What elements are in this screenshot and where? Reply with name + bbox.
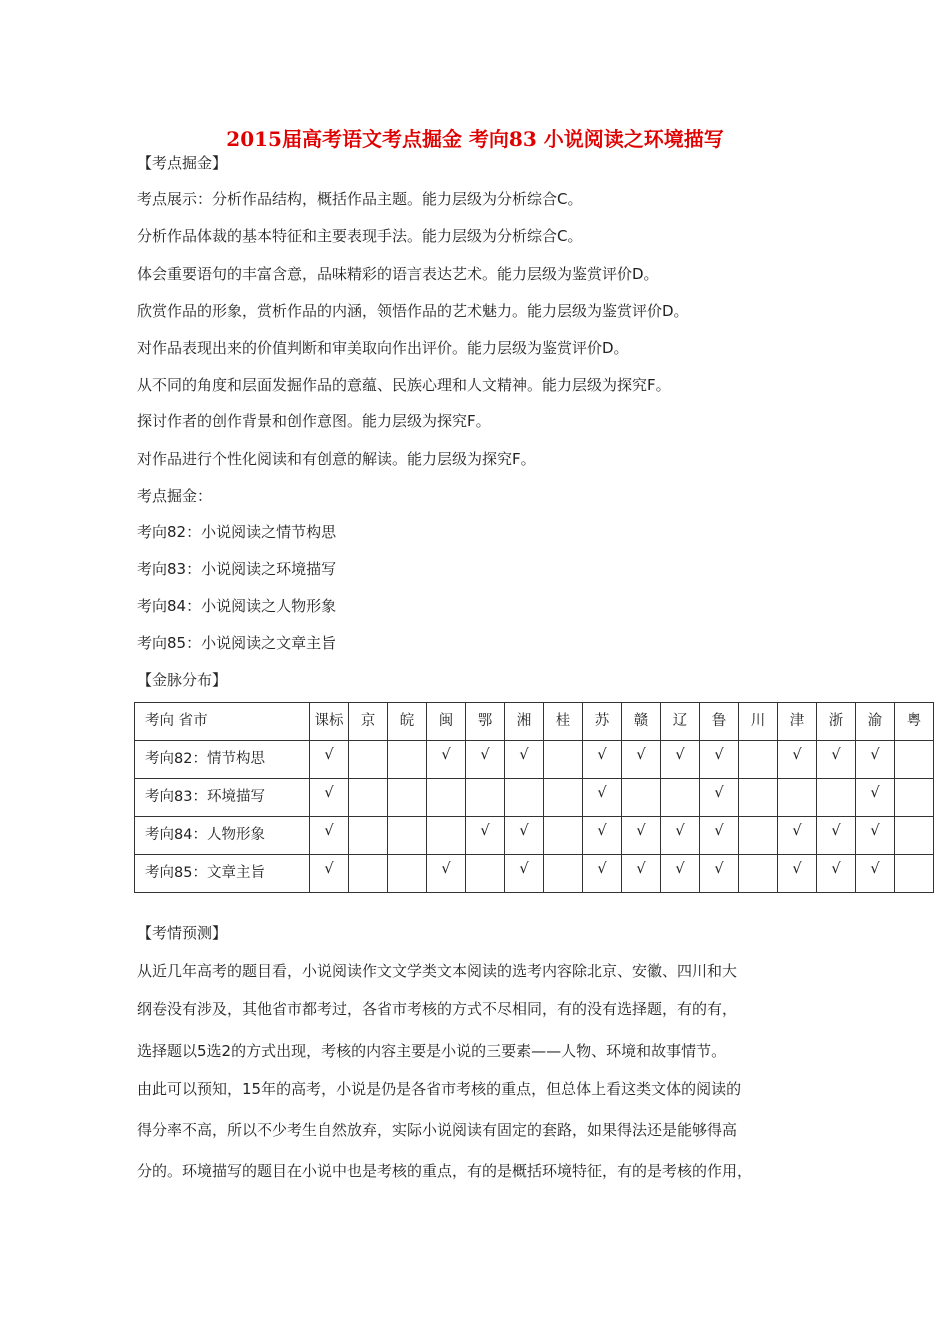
table-cell: √: [583, 855, 622, 893]
table-cell: √: [856, 817, 895, 855]
table-cell: [739, 741, 778, 779]
exhibit-line: 体会重要语句的丰富含意，品味精彩的语言表达艺术。能力层级为鉴赏评价D。: [137, 265, 659, 283]
header-cell: 闽: [427, 703, 466, 741]
table-cell: [895, 817, 934, 855]
table-cell: √: [505, 855, 544, 893]
header-cell: 津: [778, 703, 817, 741]
direction-item: 考向82：小说阅读之情节构思: [137, 523, 337, 541]
row-label-cell: 考向85：文章主旨: [135, 855, 310, 893]
header-cell: 湘: [505, 703, 544, 741]
table-cell: [544, 817, 583, 855]
exhibit-line: 从不同的角度和层面发掘作品的意蕴、民族心理和人文精神。能力层级为探究F。: [137, 376, 671, 394]
section-heading-kaodian: 【考点掘金】: [137, 154, 228, 172]
direction-item: 考向83：小说阅读之环境描写: [137, 560, 337, 578]
header-cell: 课标: [310, 703, 349, 741]
table-cell: √: [622, 741, 661, 779]
table-cell: √: [622, 817, 661, 855]
direction-item: 考向84：小说阅读之人物形象: [137, 597, 337, 615]
table-cell: [895, 741, 934, 779]
table-cell: [817, 779, 856, 817]
header-cell: 浙: [817, 703, 856, 741]
row-label-cell: 考向83：环境描写: [135, 779, 310, 817]
header-cell: 渝: [856, 703, 895, 741]
header-cell: 京: [349, 703, 388, 741]
forecast-line: 选择题以5选2的方式出现，考核的内容主要是小说的三要素——人物、环境和故事情节。: [137, 1042, 727, 1060]
gold-label: 考点掘金：: [137, 487, 213, 505]
header-cell: 辽: [661, 703, 700, 741]
section-heading-jinmai: 【金脉分布】: [137, 671, 228, 689]
table-cell: [349, 817, 388, 855]
table-cell: √: [427, 855, 466, 893]
table-cell: √: [427, 741, 466, 779]
header-cell: 苏: [583, 703, 622, 741]
table-cell: √: [661, 741, 700, 779]
table-header-row: [135, 703, 934, 741]
table-cell: [349, 855, 388, 893]
forecast-line: 由此可以预知，15年的高考，小说是仍是各省市考核的重点，但总体上看这类文体的阅读的: [137, 1080, 742, 1098]
row-label-cell: 考向82：情节构思: [135, 741, 310, 779]
header-cell: 川: [739, 703, 778, 741]
table-cell: √: [856, 855, 895, 893]
table-cell: √: [817, 817, 856, 855]
table-cell: [895, 855, 934, 893]
distribution-table: [134, 702, 934, 893]
table-row: [135, 855, 934, 893]
table-cell: [466, 855, 505, 893]
table-cell: √: [622, 855, 661, 893]
header-cell: 皖: [388, 703, 427, 741]
table-cell: √: [700, 741, 739, 779]
table-cell: [895, 779, 934, 817]
table-cell: √: [583, 779, 622, 817]
table-cell: [388, 817, 427, 855]
table-cell: √: [310, 741, 349, 779]
exhibit-line: 欣赏作品的形象，赏析作品的内涵，领悟作品的艺术魅力。能力层级为鉴赏评价D。: [137, 302, 689, 320]
table-cell: √: [700, 817, 739, 855]
direction-item: 考向85：小说阅读之文章主旨: [137, 634, 337, 652]
exhibit-line: 对作品进行个性化阅读和有创意的解读。能力层级为探究F。: [137, 450, 536, 468]
table-cell: √: [817, 741, 856, 779]
table-cell: √: [661, 817, 700, 855]
header-cell: 鲁: [700, 703, 739, 741]
table-cell: √: [856, 741, 895, 779]
table-cell: [661, 779, 700, 817]
header-cell: 考向 省市: [135, 703, 310, 741]
table-cell: [544, 741, 583, 779]
table-cell: [349, 741, 388, 779]
table-cell: [388, 779, 427, 817]
table-cell: √: [583, 741, 622, 779]
table-cell: √: [700, 779, 739, 817]
table-row: [135, 779, 934, 817]
forecast-line: 分的。环境描写的题目在小说中也是考核的重点，有的是概括环境特征，有的是考核的作用，: [137, 1162, 753, 1180]
table-cell: √: [700, 855, 739, 893]
table-cell: [739, 817, 778, 855]
table-cell: √: [466, 817, 505, 855]
table-cell: √: [310, 817, 349, 855]
table-row: [135, 741, 934, 779]
forecast-line: 纲卷没有涉及，其他省市都考过，各省市考核的方式不尽相同，有的没有选择题，有的有，: [137, 1000, 738, 1018]
table-cell: [622, 779, 661, 817]
table-cell: [427, 817, 466, 855]
table-cell: [349, 779, 388, 817]
exhibit-line: 考点展示：分析作品结构，概括作品主题。能力层级为分析综合C。: [137, 190, 583, 208]
header-cell: 赣: [622, 703, 661, 741]
table-cell: [739, 855, 778, 893]
table-cell: √: [778, 741, 817, 779]
table-row: [135, 817, 934, 855]
table-cell: √: [505, 741, 544, 779]
table-cell: √: [856, 779, 895, 817]
table-cell: √: [661, 855, 700, 893]
table-cell: [505, 779, 544, 817]
header-cell: 粤: [895, 703, 934, 741]
exhibit-line: 分析作品体裁的基本特征和主要表现手法。能力层级为分析综合C。: [137, 227, 583, 245]
section-heading-kaoqing: 【考情预测】: [137, 924, 228, 942]
exhibit-line: 对作品表现出来的价值判断和审美取向作出评价。能力层级为鉴赏评价D。: [137, 339, 629, 357]
table-cell: [544, 779, 583, 817]
header-cell: 桂: [544, 703, 583, 741]
table-cell: [466, 779, 505, 817]
table-cell: √: [778, 855, 817, 893]
table-cell: [427, 779, 466, 817]
table-cell: [388, 855, 427, 893]
forecast-line: 得分率不高，所以不少考生自然放弃，实际小说阅读有固定的套路，如果得法还是能够得高: [137, 1121, 738, 1139]
table-cell: √: [583, 817, 622, 855]
table-cell: [388, 741, 427, 779]
table-cell: [739, 779, 778, 817]
header-cell: 鄂: [466, 703, 505, 741]
table-cell: [544, 855, 583, 893]
table-cell: √: [817, 855, 856, 893]
table-cell: √: [310, 779, 349, 817]
table-cell: √: [505, 817, 544, 855]
document-title: 2015届高考语文考点掘金 考向83 小说阅读之环境描写: [226, 127, 724, 151]
table-cell: √: [466, 741, 505, 779]
table-cell: √: [778, 817, 817, 855]
table-cell: [778, 779, 817, 817]
exhibit-line: 探讨作者的创作背景和创作意图。能力层级为探究F。: [137, 412, 491, 430]
table-cell: √: [310, 855, 349, 893]
row-label-cell: 考向84：人物形象: [135, 817, 310, 855]
forecast-line: 从近几年高考的题目看，小说阅读作文文学类文本阅读的选考内容除北京、安徽、四川和大: [137, 962, 738, 980]
